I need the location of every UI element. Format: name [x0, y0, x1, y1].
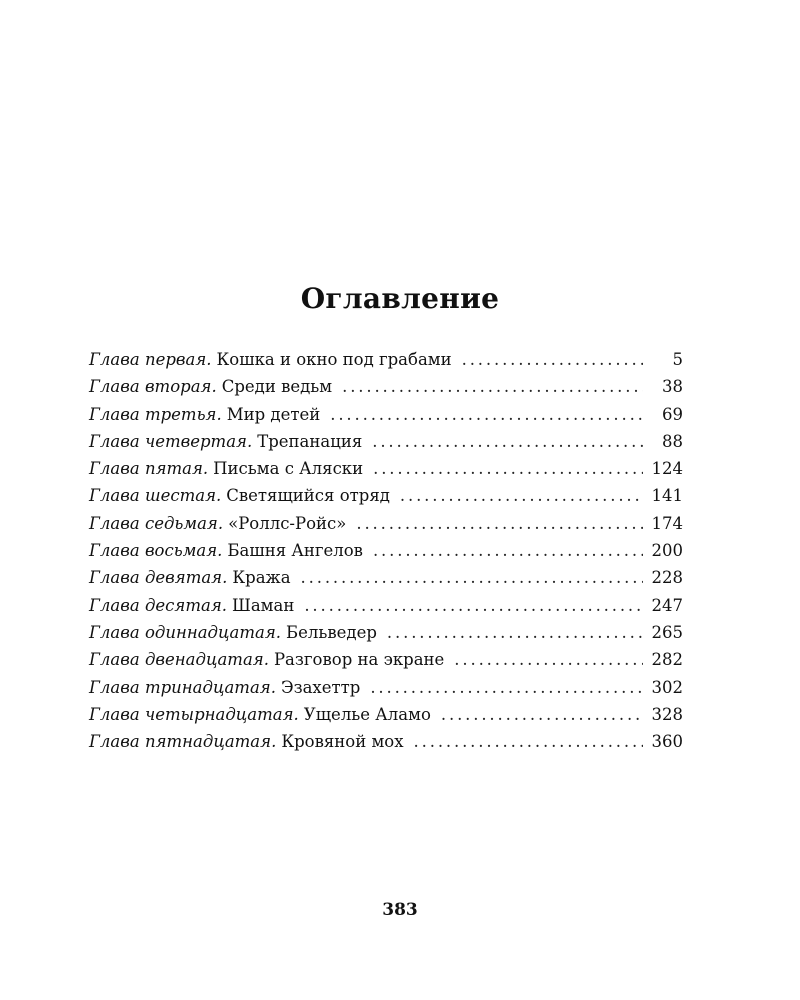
page-number: 69: [662, 404, 683, 424]
dot-leader: [370, 678, 643, 697]
dot-leader: [454, 650, 643, 669]
folio-page-number: 383: [382, 900, 418, 920]
page-number: 360: [651, 732, 683, 752]
toc-entry[interactable]: [89, 350, 683, 377]
chapter-label: Глава вторая.: [89, 377, 217, 397]
chapter-label: Глава пятая.: [89, 459, 209, 479]
chapter-title: Кража: [232, 568, 291, 588]
page-number: 265: [651, 622, 683, 642]
page-number: 228: [651, 568, 683, 588]
chapter-title: Среди ведьм: [221, 377, 333, 397]
chapter-title: Кровяной мох: [281, 732, 404, 752]
chapter-label: Глава одиннадцатая.: [89, 622, 282, 642]
toc-entry[interactable]: [89, 459, 683, 486]
dot-leader: [387, 623, 643, 642]
page-title: Оглавление: [300, 282, 500, 315]
chapter-title: Мир детей: [226, 404, 321, 424]
chapter-title: Эзахеттр: [280, 677, 361, 697]
chapter-title: Ущелье Аламо: [303, 704, 431, 724]
chapter-title: Башня Ангелов: [227, 541, 363, 561]
page-number: 302: [651, 677, 683, 697]
dot-leader: [304, 596, 643, 615]
chapter-label: Глава седьмая.: [89, 513, 224, 533]
page-number: 174: [651, 513, 683, 533]
dot-leader: [462, 350, 643, 369]
chapter-label: Глава четырнадцатая.: [89, 704, 299, 724]
dot-leader: [372, 432, 643, 451]
toc-entry[interactable]: [89, 596, 683, 623]
toc-entry[interactable]: [89, 678, 683, 705]
dot-leader: [414, 732, 643, 751]
chapter-title: Шаман: [232, 595, 295, 615]
chapter-title: Светящийся отряд: [226, 486, 390, 506]
toc-entry[interactable]: [89, 405, 683, 432]
chapter-title: Письма с Аляски: [213, 459, 364, 479]
page-number: 247: [651, 595, 683, 615]
toc-entry[interactable]: [89, 705, 683, 732]
toc-entry[interactable]: [89, 432, 683, 459]
toc-entry[interactable]: [89, 541, 683, 568]
dot-leader: [342, 377, 643, 396]
chapter-title: «Роллс-Ройс»: [228, 513, 347, 533]
dot-leader: [373, 541, 643, 560]
chapter-label: Глава тринадцатая.: [89, 677, 276, 697]
table-of-contents: [89, 350, 683, 759]
page-number: 328: [651, 704, 683, 724]
chapter-label: Глава третья.: [89, 404, 222, 424]
chapter-label: Глава четвертая.: [89, 431, 253, 451]
dot-leader: [373, 459, 643, 478]
toc-entry[interactable]: [89, 623, 683, 650]
toc-entry[interactable]: [89, 732, 683, 759]
page-number: 282: [651, 650, 683, 670]
dot-leader: [400, 486, 643, 505]
dot-leader: [330, 405, 643, 424]
chapter-title: Трепанация: [257, 431, 363, 451]
toc-entry[interactable]: [89, 377, 683, 404]
page-number: 200: [651, 541, 683, 561]
dot-leader: [356, 514, 643, 533]
page-number: 88: [662, 431, 683, 451]
chapter-title: Разговор на экране: [273, 650, 445, 670]
chapter-title: Кошка и окно под грабами: [216, 350, 452, 369]
page-number: 141: [651, 486, 683, 506]
page-number: 124: [651, 459, 683, 479]
chapter-label: Глава пятнадцатая.: [89, 732, 277, 752]
toc-entry[interactable]: [89, 650, 683, 677]
chapter-title: Бельведер: [286, 622, 377, 642]
toc-entry[interactable]: [89, 514, 683, 541]
dot-leader: [301, 568, 643, 587]
toc-entry[interactable]: [89, 568, 683, 595]
chapter-label: Глава десятая.: [89, 595, 227, 615]
dot-leader: [441, 705, 643, 724]
chapter-label: Глава восьмая.: [89, 541, 223, 561]
chapter-label: Глава шестая.: [89, 486, 222, 506]
page-number: 38: [662, 377, 683, 397]
toc-entry[interactable]: [89, 486, 683, 513]
chapter-label: Глава первая.: [89, 350, 212, 369]
chapter-label: Глава двенадцатая.: [89, 650, 269, 670]
chapter-label: Глава девятая.: [89, 568, 228, 588]
page-number: 5: [672, 350, 683, 369]
